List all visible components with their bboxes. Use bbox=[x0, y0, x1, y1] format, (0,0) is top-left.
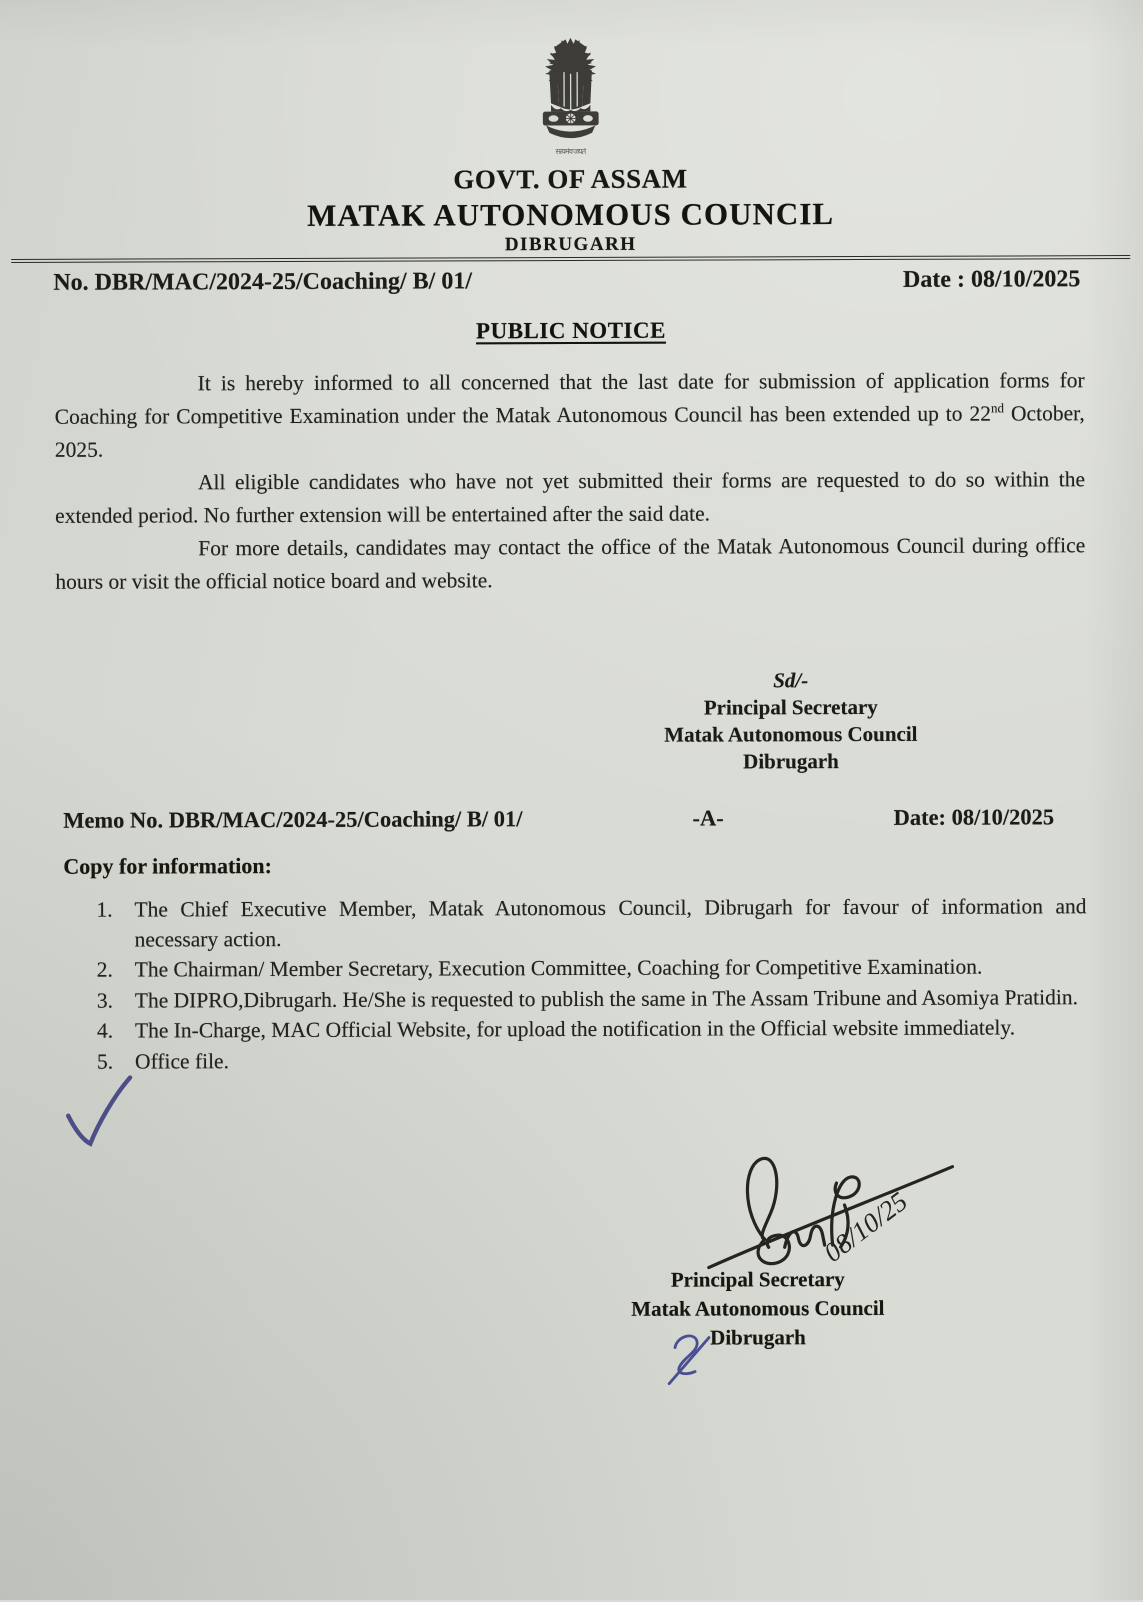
list-item-number: 3. bbox=[96, 988, 113, 1013]
signatory-place: Dibrugarh bbox=[710, 1325, 806, 1350]
reference-date: Date : 08/10/2025 bbox=[902, 266, 1081, 293]
list-item bbox=[97, 952, 1087, 985]
emblem-motto: सत्यमेव जयते bbox=[555, 146, 586, 157]
paragraph-2: All eligible candidates who have not yet submitted their forms are requested to do so within the extended period. No further extension will be entertained after the said date. bbox=[55, 467, 1086, 528]
reference-number: No. DBR/MAC/2024-25/Coaching/ B/ 01/ bbox=[53, 268, 473, 296]
ordinal-superscript: nd bbox=[990, 400, 1005, 416]
list-item-text: Office file. bbox=[134, 1048, 229, 1074]
list-item-number: 5. bbox=[96, 1049, 114, 1074]
list-item-text: The Chief Executive Member, Matak Autonomous Council, Dibrugarh for favour of information and necessary action. bbox=[134, 894, 1087, 952]
signed-title: Principal Secretary bbox=[703, 694, 878, 720]
list-item-number: 4. bbox=[96, 1018, 114, 1043]
signed-block bbox=[571, 666, 1011, 776]
paragraph-3: For more details, candidates may contact the office of the Matak Autonomous Council during office hours or visit the official notice board and website. bbox=[55, 533, 1086, 594]
govt-line: GOVT. OF ASSAM bbox=[453, 163, 688, 195]
list-item-number: 2. bbox=[96, 957, 113, 982]
copy-list bbox=[96, 892, 1087, 1077]
list-item-text: The DIPRO,Dibrugarh. He/She is requested to publish the same in The Assam Tribune and Asomiya Pratidin. bbox=[134, 984, 1078, 1013]
sd-notation: Sd/- bbox=[773, 668, 809, 693]
signatory-title: Principal Secretary bbox=[670, 1267, 845, 1292]
copy-heading: Copy for information: bbox=[63, 853, 272, 879]
list-item bbox=[97, 1044, 1087, 1077]
emblem-of-india-icon bbox=[0, 34, 1142, 148]
signed-place: Dibrugarh bbox=[743, 749, 839, 774]
list-item bbox=[96, 892, 1086, 954]
handwritten-date: 08/10/25 bbox=[818, 1185, 913, 1268]
signature-ink bbox=[680, 1137, 981, 1283]
paragraph-1: It is hereby informed to all concerned that the last date for submission of application forms for Coaching for Competitive Examination under the Matak Autonomous Council has been extended up to 22nd October, 2025. bbox=[54, 368, 1085, 462]
checkmark-ink bbox=[56, 1070, 142, 1160]
memo-number: Memo No. DBR/MAC/2024-25/Coaching/ B/ 01/ bbox=[63, 806, 523, 833]
memo-separator: -A- bbox=[692, 805, 724, 831]
list-item-text: The Chairman/ Member Secretary, Execution Committee, Coaching for Competitive Examination. bbox=[134, 954, 983, 982]
signed-org: Matak Autonomous Council bbox=[664, 721, 918, 747]
council-name: MATAK AUTONOMOUS COUNCIL bbox=[307, 196, 835, 233]
list-item bbox=[97, 1013, 1087, 1046]
notice-body bbox=[55, 364, 1086, 599]
list-item bbox=[97, 983, 1087, 1016]
signature-block bbox=[523, 1265, 993, 1354]
document-header bbox=[0, 34, 1142, 258]
list-item-text: The In-Charge, MAC Official Website, for upload the notification in the Official website immediately. bbox=[134, 1015, 1016, 1043]
memo-date: Date: 08/10/2025 bbox=[893, 804, 1055, 830]
notice-title: PUBLIC NOTICE bbox=[475, 317, 666, 344]
place-line: DIBRUGARH bbox=[504, 233, 637, 256]
signatory-org: Matak Autonomous Council bbox=[631, 1295, 885, 1321]
list-item-number: 1. bbox=[96, 897, 113, 922]
